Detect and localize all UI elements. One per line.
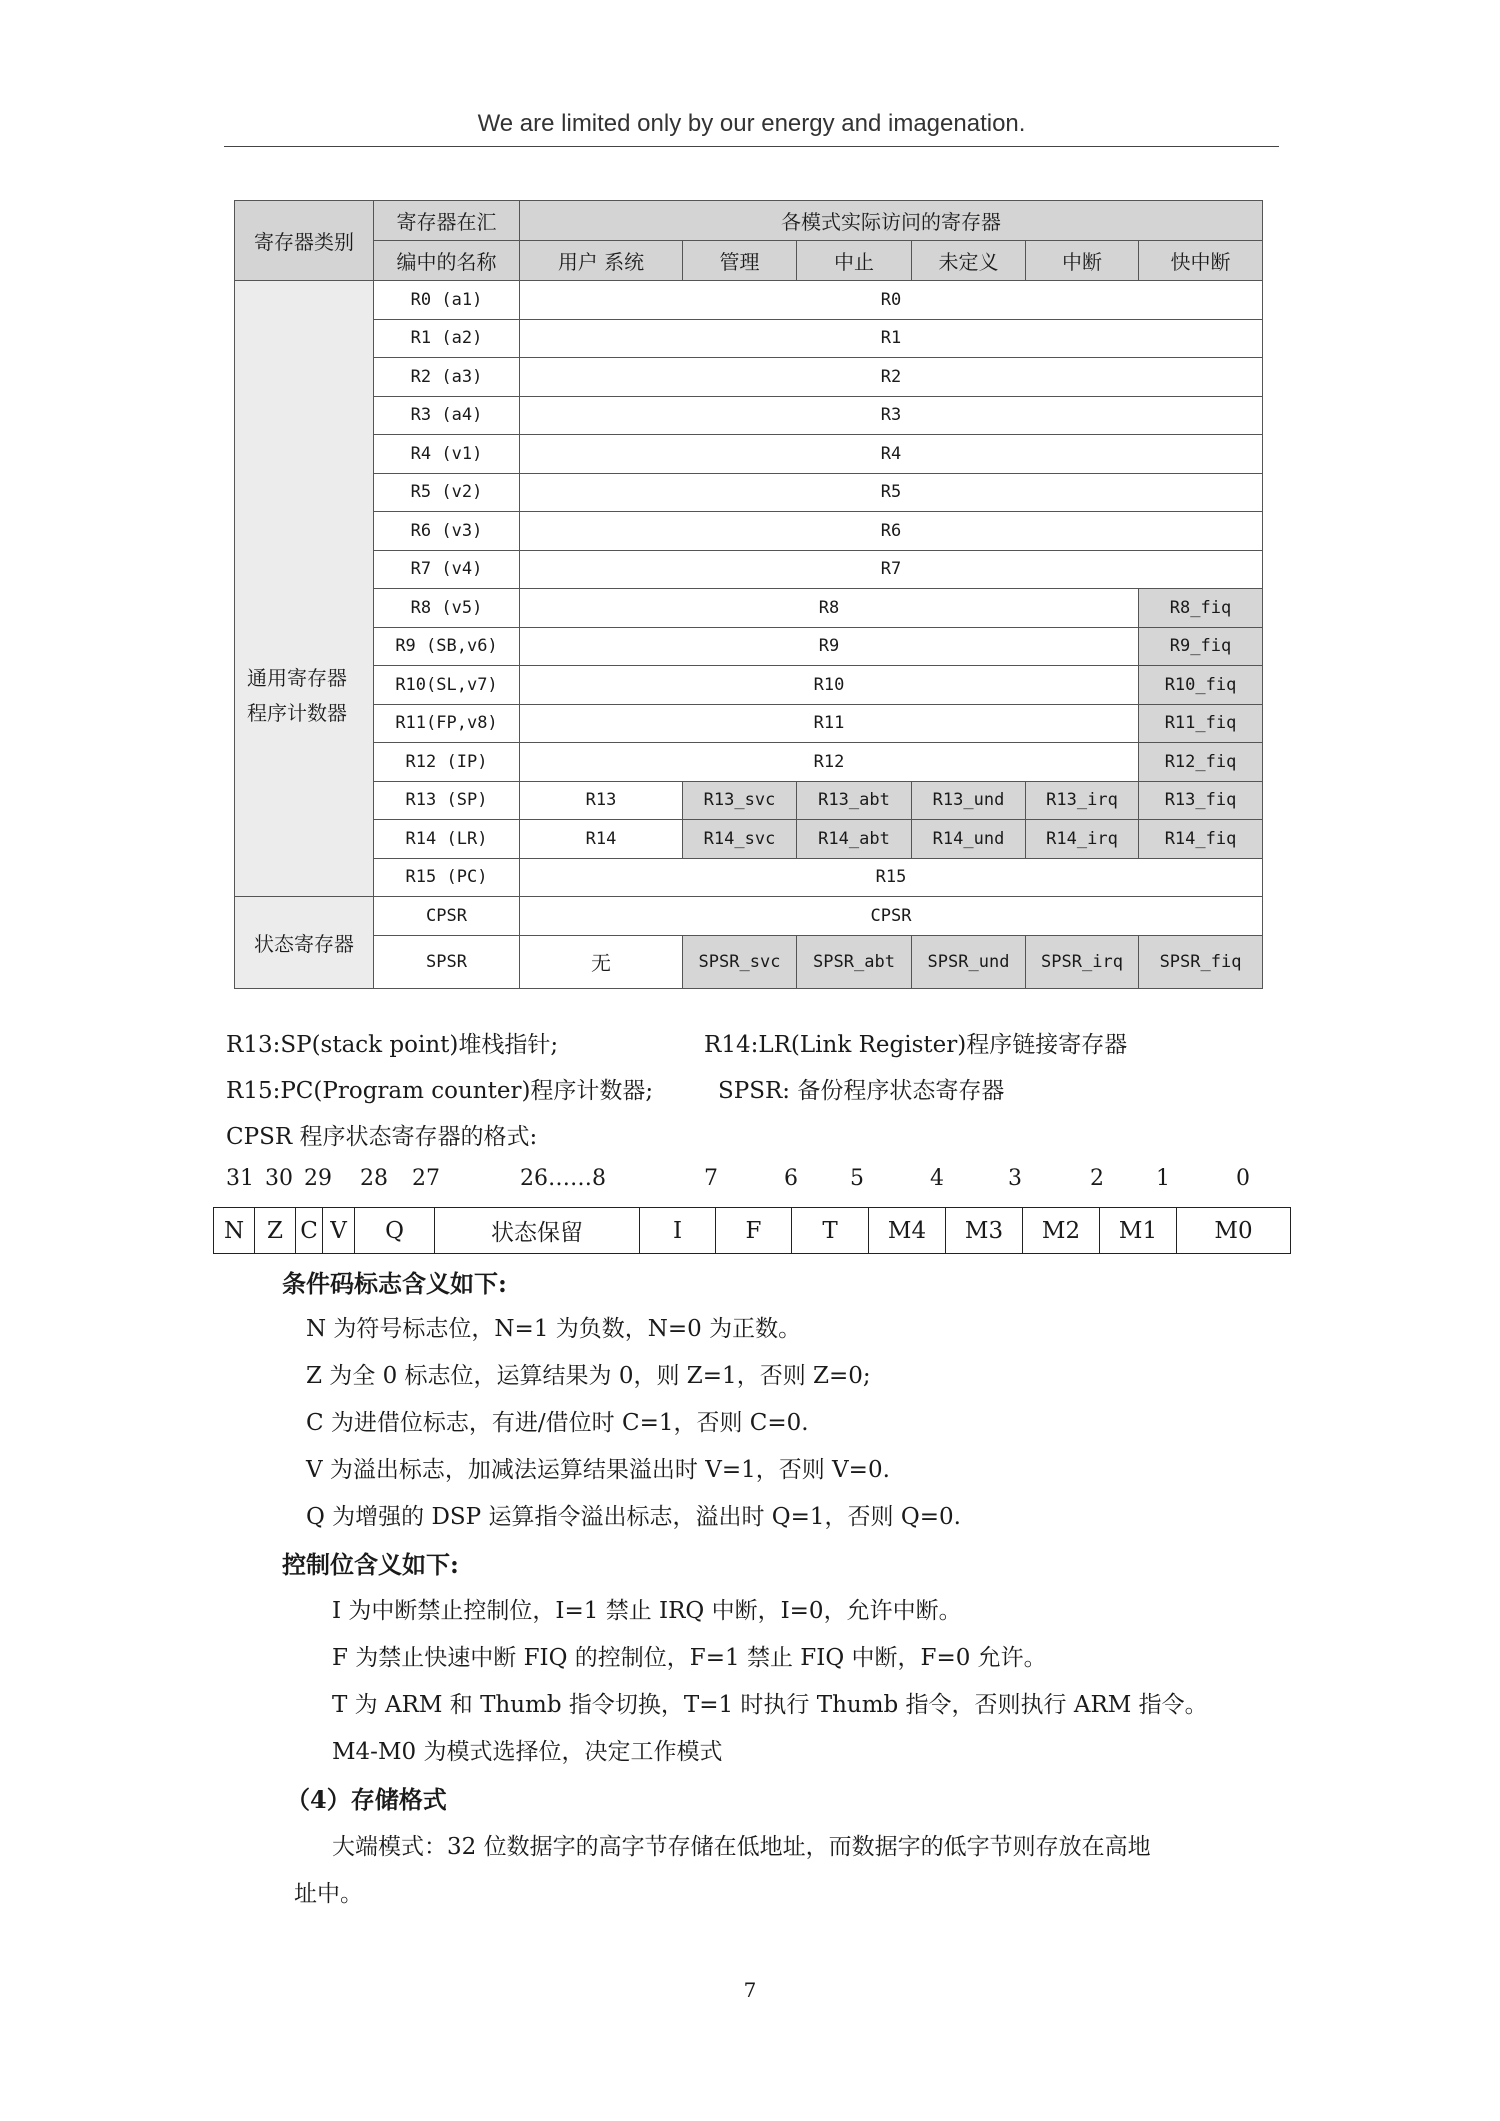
bit-number: 7 bbox=[704, 1166, 718, 1191]
cond-line-z: Z 为全 0 标志位，运算结果为 0，则 Z=1，否则 Z=0; bbox=[306, 1363, 871, 1389]
category-general-label-1: 通用寄存器 bbox=[247, 665, 347, 690]
cpsr-bit-table bbox=[213, 1207, 1291, 1254]
reg-name-r1: R1 (a2) bbox=[374, 319, 520, 358]
bit-number: 2 bbox=[1090, 1166, 1104, 1191]
reg-name-spsr: SPSR bbox=[374, 935, 520, 988]
reg-r13-svc: R13_svc bbox=[683, 781, 797, 820]
reg-name-r6: R6 (v3) bbox=[374, 512, 520, 551]
reg-r13-fiq: R13_fiq bbox=[1139, 781, 1263, 820]
reg-val-r7: R7 bbox=[520, 550, 1263, 589]
reg-val-r6: R6 bbox=[520, 512, 1263, 551]
ctrl-line-i: I 为中断禁止控制位，I=1 禁止 IRQ 中断，I=0，允许中断。 bbox=[332, 1598, 962, 1624]
bit-number: 28 bbox=[360, 1166, 388, 1191]
ctrl-line-f: F 为禁止快速中断 FIQ 的控制位，F=1 禁止 FIQ 中断，F=0 允许。 bbox=[332, 1645, 1047, 1671]
bit-number: 3 bbox=[1008, 1166, 1022, 1191]
note-r15: R15:PC(Program counter)程序计数器; bbox=[226, 1078, 654, 1104]
reg-r14-und: R14_und bbox=[912, 820, 1026, 859]
header-category: 寄存器类别 bbox=[235, 201, 374, 281]
bit-number: 1 bbox=[1156, 1166, 1170, 1191]
reg-spsr-fiq: SPSR_fiq bbox=[1139, 935, 1263, 988]
mode-abt: 中止 bbox=[797, 241, 912, 281]
cpsr-reserved: 状态保留 bbox=[435, 1208, 640, 1254]
cpsr-bit-m1: M1 bbox=[1100, 1208, 1177, 1254]
note-r13: R13:SP(stack point)堆栈指针; bbox=[226, 1032, 559, 1058]
reg-val-r12: R12 bbox=[520, 743, 1139, 782]
cpsr-bit-v: V bbox=[323, 1208, 355, 1254]
reg-name-r10: R10(SL,v7) bbox=[374, 666, 520, 705]
cpsr-bit-m2: M2 bbox=[1023, 1208, 1100, 1254]
reg-name-r12: R12 (IP) bbox=[374, 743, 520, 782]
reg-name-cpsr: CPSR bbox=[374, 897, 520, 936]
header-asm-name-2: 编中的名称 bbox=[374, 241, 520, 281]
reg-fiq-r8: R8_fiq bbox=[1139, 589, 1263, 628]
storage-line-2: 址中。 bbox=[294, 1881, 363, 1907]
reg-val-r8: R8 bbox=[520, 589, 1139, 628]
reg-name-r0: R0 (a1) bbox=[374, 281, 520, 320]
reg-spsr-irq: SPSR_irq bbox=[1026, 935, 1139, 988]
cpsr-bit-i: I bbox=[640, 1208, 716, 1254]
page-number: 7 bbox=[743, 1978, 757, 2002]
cpsr-bit-q: Q bbox=[355, 1208, 435, 1254]
reg-fiq-r12: R12_fiq bbox=[1139, 743, 1263, 782]
mode-und: 未定义 bbox=[912, 241, 1026, 281]
cpsr-bit-n: N bbox=[214, 1208, 255, 1254]
reg-val-r2: R2 bbox=[520, 358, 1263, 397]
bit-number: 29 bbox=[304, 1166, 332, 1191]
bit-number: 4 bbox=[930, 1166, 944, 1191]
reg-r14-fiq: R14_fiq bbox=[1139, 820, 1263, 859]
reg-name-r4: R4 (v1) bbox=[374, 435, 520, 474]
reg-name-r8: R8 (v5) bbox=[374, 589, 520, 628]
reg-val-cpsr: CPSR bbox=[520, 897, 1263, 936]
bit-number: 27 bbox=[412, 1166, 440, 1191]
note-cpsr-format: CPSR 程序状态寄存器的格式: bbox=[226, 1124, 538, 1150]
reg-name-r14: R14 (LR) bbox=[374, 820, 520, 859]
ctrl-line-t: T 为 ARM 和 Thumb 指令切换，T=1 时执行 Thumb 指令，否则执行 ARM 指令。 bbox=[332, 1692, 1208, 1718]
cpsr-bit-m0: M0 bbox=[1177, 1208, 1291, 1254]
reg-val-r5: R5 bbox=[520, 473, 1263, 512]
bit-number: 30 bbox=[265, 1166, 293, 1191]
reg-name-r7: R7 (v4) bbox=[374, 550, 520, 589]
reg-val-r3: R3 bbox=[520, 396, 1263, 435]
category-status: 状态寄存器 bbox=[235, 897, 374, 989]
header-rule bbox=[224, 146, 1279, 147]
reg-name-r15: R15 (PC) bbox=[374, 858, 520, 897]
cond-line-q: Q 为增强的 DSP 运算指令溢出标志，溢出时 Q=1，否则 Q=0. bbox=[306, 1504, 961, 1530]
ctrl-line-m: M4-M0 为模式选择位，决定工作模式 bbox=[332, 1739, 723, 1765]
cond-line-n: N 为符号标志位，N=1 为负数，N=0 为正数。 bbox=[306, 1316, 802, 1342]
reg-name-r9: R9 (SB,v6) bbox=[374, 627, 520, 666]
category-general bbox=[235, 281, 374, 897]
bit-number: 31 bbox=[226, 1166, 254, 1191]
cpsr-bit-c: C bbox=[296, 1208, 323, 1254]
reg-val-r11: R11 bbox=[520, 704, 1139, 743]
reg-val-r9: R9 bbox=[520, 627, 1139, 666]
reg-r14-usr: R14 bbox=[520, 820, 683, 859]
page-header: We are limited only by our energy and imagenation. bbox=[477, 110, 1026, 137]
reg-r14-abt: R14_abt bbox=[797, 820, 912, 859]
reg-r13-und: R13_und bbox=[912, 781, 1026, 820]
reg-fiq-r11: R11_fiq bbox=[1139, 704, 1263, 743]
reg-r14-svc: R14_svc bbox=[683, 820, 797, 859]
reg-spsr-usr: 无 bbox=[520, 935, 683, 988]
reg-name-r2: R2 (a3) bbox=[374, 358, 520, 397]
mode-user-system: 用户 系统 bbox=[520, 241, 683, 281]
reg-spsr-und: SPSR_und bbox=[912, 935, 1026, 988]
bit-number: 5 bbox=[850, 1166, 864, 1191]
reg-r13-abt: R13_abt bbox=[797, 781, 912, 820]
reg-fiq-r9: R9_fiq bbox=[1139, 627, 1263, 666]
cond-flags-title: 条件码标志含义如下: bbox=[282, 1269, 507, 1298]
reg-r14-irq: R14_irq bbox=[1026, 820, 1139, 859]
mode-irq: 中断 bbox=[1026, 241, 1139, 281]
reg-name-r11: R11(FP,v8) bbox=[374, 704, 520, 743]
register-table bbox=[234, 200, 1263, 989]
mode-fiq: 快中断 bbox=[1139, 241, 1263, 281]
reg-val-r1: R1 bbox=[520, 319, 1263, 358]
reg-name-r5: R5 (v2) bbox=[374, 473, 520, 512]
storage-format-title: （4）存储格式 bbox=[286, 1785, 447, 1814]
reg-spsr-abt: SPSR_abt bbox=[797, 935, 912, 988]
reg-val-r4: R4 bbox=[520, 435, 1263, 474]
cpsr-bit-numbers bbox=[224, 1166, 1294, 1196]
note-r14: R14:LR(Link Register)程序链接寄存器 bbox=[704, 1032, 1128, 1058]
category-general-label-2: 程序计数器 bbox=[247, 700, 347, 725]
header-asm-name-1: 寄存器在汇 bbox=[374, 201, 520, 241]
reg-fiq-r10: R10_fiq bbox=[1139, 666, 1263, 705]
reg-r13-irq: R13_irq bbox=[1026, 781, 1139, 820]
reg-r13-usr: R13 bbox=[520, 781, 683, 820]
header-modes: 各模式实际访问的寄存器 bbox=[520, 201, 1263, 241]
cpsr-bit-f: F bbox=[716, 1208, 792, 1254]
note-spsr: SPSR: 备份程序状态寄存器 bbox=[718, 1078, 1005, 1104]
bit-number: 6 bbox=[784, 1166, 798, 1191]
reg-name-r13: R13 (SP) bbox=[374, 781, 520, 820]
storage-line-1: 大端模式：32 位数据字的高字节存储在低地址，而数据字的低字节则存放在高地 bbox=[332, 1834, 1151, 1860]
ctrl-bits-title: 控制位含义如下: bbox=[282, 1550, 459, 1579]
reg-val-r15: R15 bbox=[520, 858, 1263, 897]
reg-val-r10: R10 bbox=[520, 666, 1139, 705]
reg-val-r0: R0 bbox=[520, 281, 1263, 320]
bit-number: 0 bbox=[1236, 1166, 1250, 1191]
reg-spsr-svc: SPSR_svc bbox=[683, 935, 797, 988]
cpsr-bit-z: Z bbox=[255, 1208, 296, 1254]
cpsr-bit-m4: M4 bbox=[869, 1208, 946, 1254]
mode-svc: 管理 bbox=[683, 241, 797, 281]
bit-number: 26……8 bbox=[520, 1166, 606, 1191]
cpsr-bit-t: T bbox=[792, 1208, 869, 1254]
reg-name-r3: R3 (a4) bbox=[374, 396, 520, 435]
cond-line-v: V 为溢出标志，加减法运算结果溢出时 V=1，否则 V=0. bbox=[306, 1457, 890, 1483]
cond-line-c: C 为进借位标志，有进/借位时 C=1，否则 C=0. bbox=[306, 1410, 809, 1436]
cpsr-bit-m3: M3 bbox=[946, 1208, 1023, 1254]
